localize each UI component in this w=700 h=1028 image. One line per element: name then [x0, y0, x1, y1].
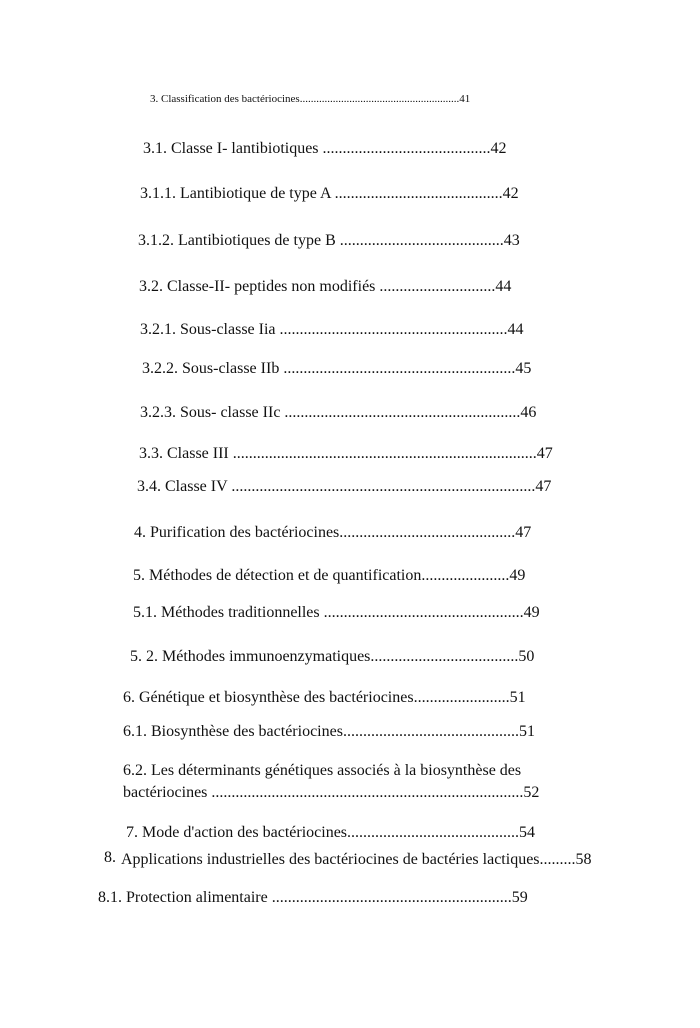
toc-entry-5: 5. Méthodes de détection et de quantification......................49 [133, 567, 526, 584]
toc-entry-3-1: 3.1. Classe I- lantibiotiques ..........................................42 [143, 140, 507, 157]
toc-entry-5-2: 5. 2. Méthodes immunoenzymatiques.....................................50 [130, 648, 535, 665]
toc-entry-6-1: 6.1. Biosynthèse des bactériocines............................................51 [123, 723, 535, 740]
toc-entry-8-1: 8.1. Protection alimentaire ............................................................59 [98, 889, 528, 906]
toc-entry-4: 4. Purification des bactériocines............................................47 [134, 524, 532, 541]
toc-entry-6: 6. Génétique et biosynthèse des bactériocines........................51 [123, 689, 526, 706]
toc-entry-3-2-3: 3.2.3. Sous- classe IIc ...........................................................46 [140, 404, 537, 421]
toc-entry-7: 7. Mode d'action des bactériocines...........................................54 [126, 824, 536, 841]
toc-entry-3-2-2: 3.2.2. Sous-classe IIb ..........................................................45 [142, 360, 532, 377]
toc-entry-3: 3. Classification des bactériocines..........................................................41 [150, 93, 471, 105]
toc-entry-3-1-2: 3.1.2. Lantibiotiques de type B .........................................43 [138, 232, 520, 249]
toc-entry-6-2: 6.2. Les déterminants génétiques associés à la biosynthèse des [123, 762, 522, 779]
toc-entry-3-1-1: 3.1.1. Lantibiotique de type A ..........................................42 [140, 185, 519, 202]
toc-entry-3-3: 3.3. Classe III ............................................................................47 [139, 445, 553, 462]
toc-entry-3-2-1: 3.2.1. Sous-classe Iia .........................................................44 [140, 321, 524, 338]
toc-entry-8: Applications industrielles des bactériocines de bactéries lactiques.........58 [121, 851, 592, 868]
toc-entry-8-number: 8. [104, 849, 116, 866]
toc-entry-3-4: 3.4. Classe IV ............................................................................47 [137, 478, 552, 495]
toc-entry-5-1: 5.1. Méthodes traditionnelles ..................................................49 [133, 604, 540, 621]
toc-entry-3-2: 3.2. Classe-II- peptides non modifiés .............................44 [139, 278, 512, 295]
toc-entry-6-2-cont: bactériocines ..............................................................................52 [123, 784, 540, 801]
